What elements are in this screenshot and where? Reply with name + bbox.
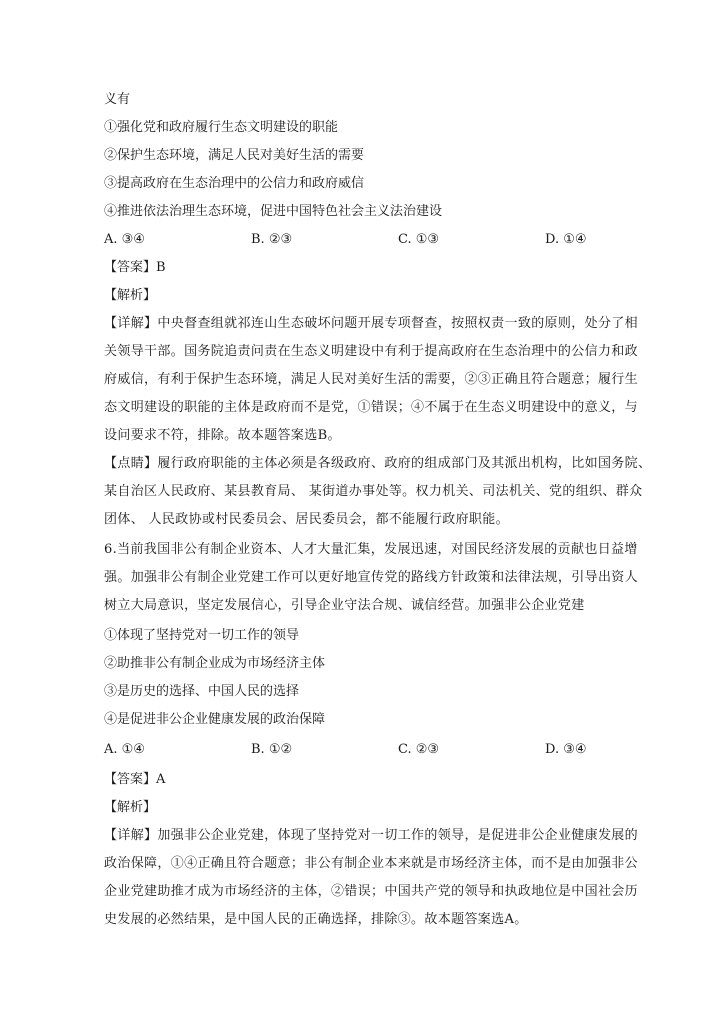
- q5-detail-line-1: 【详解】中央督查组就祁连山生态破坏问题开展专项督查，按照权责一致的原则，处分了相: [104, 316, 639, 331]
- q5-detail-line-3: 府威信，有利于保护生态环境，满足人民对美好生活的需要，②③正确且符合题意；履行生: [104, 372, 639, 387]
- q5-item-2: ②保护生态环境，满足人民对美好生活的需要: [104, 148, 365, 163]
- q6-item-4: ④是促进非公企业健康发展的政治保障: [104, 712, 326, 727]
- q6-stem-line-1: 6.当前我国非公有制企业资本、人才大量汇集，发展迅速，对国民经济发展的贡献也日益增: [104, 542, 638, 557]
- q6-stem-line-3: 树立大局意识，坚定发展信心，引导企业守法合规、诚信经营。加强非公企业党建: [104, 598, 585, 613]
- q6-detail-line-2: 政治保障，①④正确且符合题意；非公有制企业本来就是市场经济主体，而不是由加强非公: [104, 856, 639, 871]
- q5-option-d: D. ①④: [545, 232, 587, 247]
- q6-detail-line-4: 史发展的必然结果，是中国人民的正确选择，排除③。故本题答案选A。: [104, 912, 528, 927]
- q5-answer: 【答案】B: [104, 260, 166, 275]
- q5-analysis-label: 【解析】: [104, 288, 157, 303]
- q6-option-d: D. ③④: [545, 742, 587, 757]
- q5-detail-line-2: 关领导干部。国务院追责问责在生态义明建设中有利于提高政府在生态治理中的公信力和政: [104, 344, 639, 359]
- q6-stem-line-2: 强。加强非公有制企业党建工作可以更好地宣传党的路线方针政策和法律法规，引导出资人: [104, 570, 639, 585]
- q6-option-c: C. ②③: [398, 742, 440, 757]
- q5-point-line-3: 团体、 人民政协或村民委员会、居民委员会，都不能履行政府职能。: [104, 512, 509, 527]
- q5-option-c: C. ①③: [398, 232, 440, 247]
- q6-item-1: ①体现了坚持党对一切工作的领导: [104, 628, 300, 643]
- q5-item-4: ④推进依法治理生态环境，促进中国特色社会主义法治建设: [104, 204, 443, 219]
- q6-item-2: ②助推非公有制企业成为市场经济主体: [104, 656, 326, 671]
- q6-item-3: ③是历史的选择、中国人民的选择: [104, 684, 300, 699]
- q6-analysis-label: 【解析】: [104, 800, 157, 815]
- q5-item-3: ③提高政府在生态治理中的公信力和政府威信: [104, 176, 365, 191]
- q6-detail-line-3: 企业党建助推才成为市场经济的主体，②错误；中国共产党的领导和执政地位是中国社会历: [104, 884, 639, 899]
- q6-option-b: B. ①②: [251, 742, 293, 757]
- q5-option-a: A. ③④: [104, 232, 145, 247]
- q5-item-1: ①强化党和政府履行生态文明建设的职能: [104, 120, 339, 135]
- q6-option-a: A. ①④: [104, 742, 145, 757]
- q5-point-line-2: 某自治区人民政府、某县教育局、 某街道办事处等。权力机关、司法机关、党的组织、群众: [104, 484, 643, 499]
- q5-stem-tail: 义有: [104, 92, 131, 107]
- q5-option-b: B. ②③: [251, 232, 293, 247]
- q6-answer: 【答案】A: [104, 772, 166, 787]
- q5-detail-line-4: 态文明建设的职能的主体是政府而不是党，①错误；④不属于在生态义明建设中的意义，与: [104, 400, 639, 415]
- q5-detail-line-5: 设问要求不符，排除。故本题答案选B。: [104, 428, 341, 443]
- q6-options: [104, 741, 624, 759]
- q6-detail-line-1: 【详解】加强非公企业党建，体现了坚持党对一切工作的领导，是促进非公企业健康发展的: [104, 828, 639, 843]
- q5-options: [104, 231, 624, 249]
- q5-point-line-1: 【点睛】履行政府职能的主体必须是各级政府、政府的组成部门及其派出机构，比如国务院、: [104, 456, 652, 471]
